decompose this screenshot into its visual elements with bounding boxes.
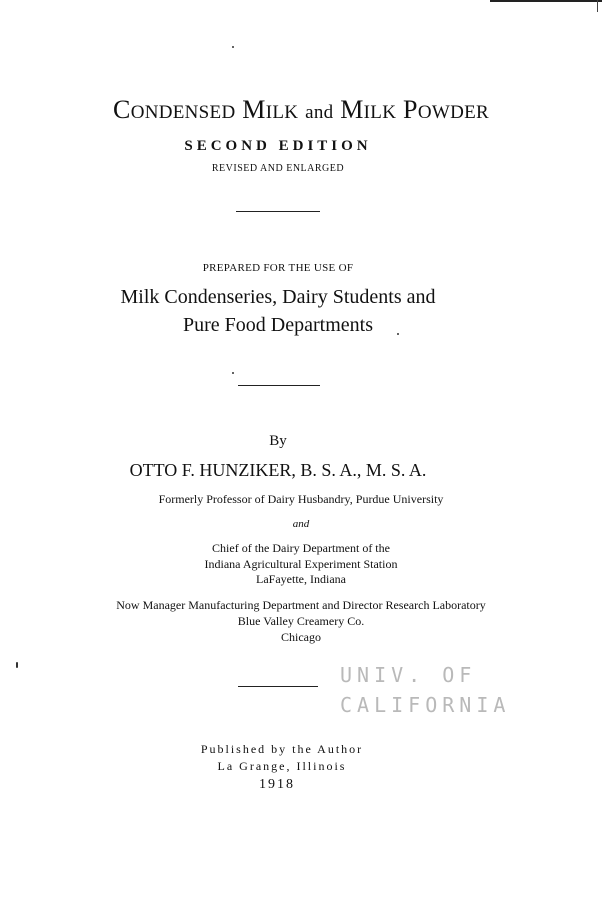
right-edge-mark [597,0,598,12]
current-position-line-1: Now Manager Manufacturing Department and Director Research Laboratory [116,598,486,612]
title-word-2-rest: ILK [265,102,299,123]
speck-mark [397,333,399,335]
title-word-1-rest: ONDENSED [130,102,236,123]
edition-label: SECOND EDITION [184,138,372,154]
audience-line-1: Milk Condenseries, Dairy Students and [120,286,436,308]
by-label: By [269,433,287,449]
current-position-line-3: Chicago [281,630,321,644]
library-stamp [340,660,511,720]
title-word-3-rest: ILK [363,102,397,123]
stamp-line-2: CALIFORNIA [340,693,511,717]
author-name: OTTO F. HUNZIKER, B. S. A., M. S. A. [129,460,427,480]
publication-year: 1918 [259,777,295,792]
title-initial-4: P [403,95,418,124]
speck-mark [232,372,234,374]
divider-rule-2 [238,385,320,386]
title-initial-2: M [242,95,266,124]
chief-line-1: Chief of the Dairy Department of the [212,541,390,555]
book-title [0,95,602,125]
speck-mark [16,662,18,668]
top-edge-rule [490,0,602,2]
chief-line-3: LaFayette, Indiana [256,572,346,586]
prepared-label: PREPARED FOR THE USE OF [202,262,354,274]
title-initial-3: M [340,95,364,124]
chief-line-2: Indiana Agricultural Experiment Station [204,557,398,571]
speck-mark [232,46,234,48]
and-connector: and [292,518,310,530]
audience-line-2: Pure Food Departments [183,314,373,336]
title-word-4-rest: OWDER [417,102,489,123]
divider-rule-1 [236,211,320,212]
author-former-position: Formerly Professor of Dairy Husbandry, Purdue University [158,492,444,506]
publisher-line-2: La Grange, Illinois [217,759,347,773]
title-and: and [305,102,334,123]
current-position-line-2: Blue Valley Creamery Co. [237,614,365,628]
title-initial-1: C [113,95,131,124]
divider-rule-3 [238,686,318,687]
publisher-line-1: Published by the Author [200,742,364,756]
revised-label: REVISED AND ENLARGED [211,163,345,174]
stamp-line-1: UNIV. OF [340,663,477,687]
